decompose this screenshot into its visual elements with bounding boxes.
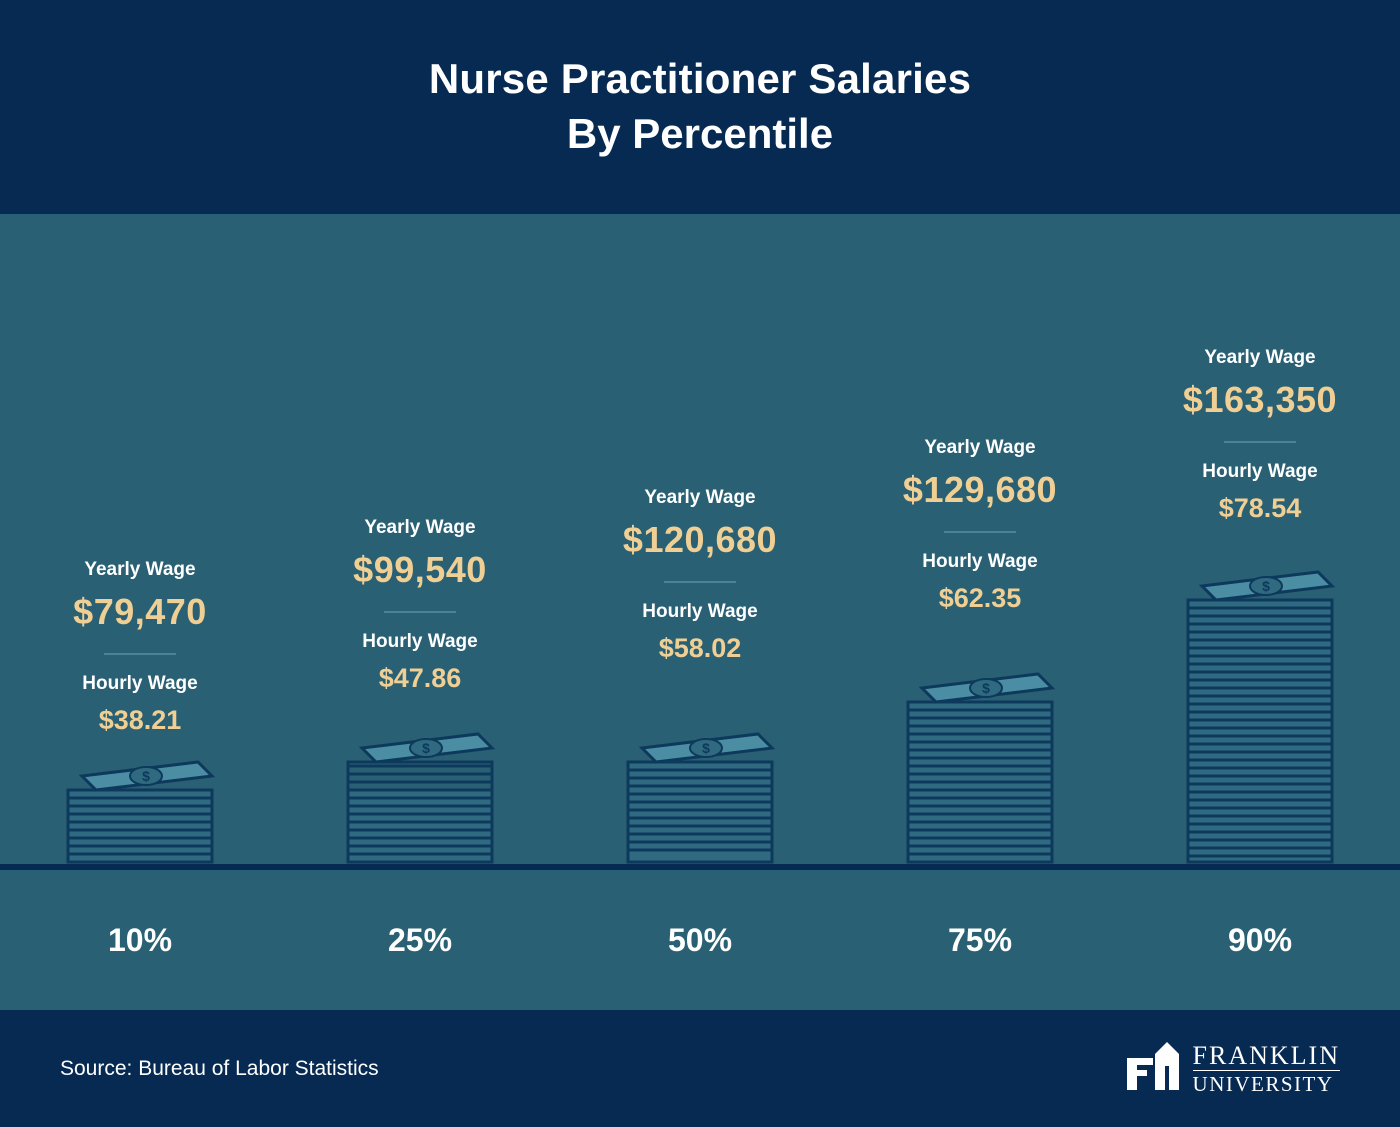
bar-labels-75 (903, 437, 1057, 614)
yearly-wage-caption: Yearly Wage (644, 487, 756, 508)
money-stack-icon (340, 704, 500, 864)
bar-column-25 (280, 214, 560, 864)
yearly-wage-value: $163,350 (1182, 379, 1338, 420)
svg-text:$: $ (142, 768, 150, 784)
yearly-wage-value: $79,470 (73, 591, 207, 632)
axis-label-25: 25% (387, 921, 453, 958)
label-divider (384, 611, 456, 613)
yearly-wage-value: $99,540 (353, 549, 487, 590)
money-stack-icon (620, 674, 780, 864)
bar-columns (0, 214, 1400, 864)
footer (0, 1010, 1400, 1127)
money-stack-icon (900, 624, 1060, 864)
yearly-wage-caption: Yearly Wage (364, 517, 476, 538)
hourly-wage-caption: Hourly Wage (642, 601, 758, 622)
svg-text:$: $ (422, 740, 430, 756)
axis-label-75: 75% (947, 921, 1013, 958)
axis-label-90: 90% (1227, 921, 1293, 958)
bar-labels-50 (623, 487, 777, 664)
hourly-wage-value: $38.21 (98, 705, 182, 735)
logo-name: FRANKLIN (1192, 1041, 1340, 1071)
hourly-wage-group (642, 601, 757, 664)
yearly-wage-caption: Yearly Wage (84, 559, 196, 580)
hourly-wage-value: $62.35 (938, 583, 1022, 613)
logo-sub: UNIVERSITY (1193, 1070, 1340, 1095)
hourly-wage-group (922, 551, 1037, 614)
hourly-wage-caption: Hourly Wage (1202, 461, 1318, 482)
logo-wordmark (1193, 1042, 1340, 1094)
axis-baseline (0, 864, 1400, 870)
bar-column-90 (1120, 214, 1400, 864)
page-title: Nurse Practitioner Salaries (428, 55, 972, 103)
header (0, 0, 1400, 214)
hourly-wage-group (82, 673, 197, 736)
hourly-wage-value: $78.54 (1218, 493, 1302, 523)
money-stack-icon (1180, 534, 1340, 864)
hourly-wage-caption: Hourly Wage (362, 631, 478, 652)
hourly-wage-value: $47.86 (378, 663, 462, 693)
label-divider (664, 581, 736, 583)
hourly-wage-group (362, 631, 477, 694)
bar-column-10 (0, 214, 280, 864)
yearly-wage-caption: Yearly Wage (1204, 347, 1316, 368)
hourly-wage-caption: Hourly Wage (82, 673, 198, 694)
chart-area (0, 214, 1400, 870)
money-stack-icon (60, 746, 220, 864)
bar-column-75 (840, 214, 1120, 864)
bar-labels-10 (73, 559, 207, 736)
label-divider (944, 531, 1016, 533)
yearly-wage-caption: Yearly Wage (924, 437, 1036, 458)
axis-label-50: 50% (667, 921, 733, 958)
hourly-wage-value: $58.02 (658, 633, 742, 663)
svg-text:$: $ (702, 740, 710, 756)
bar-labels-90 (1183, 347, 1337, 524)
label-divider (1224, 441, 1296, 443)
yearly-wage-value: $120,680 (622, 519, 778, 560)
svg-text:$: $ (982, 680, 990, 696)
hourly-wage-group (1202, 461, 1317, 524)
bar-column-50 (560, 214, 840, 864)
x-axis-labels (0, 870, 1400, 1010)
svg-text:$: $ (1262, 578, 1270, 594)
label-divider (104, 653, 176, 655)
franklin-university-logo (1125, 1040, 1340, 1097)
yearly-wage-value: $129,680 (902, 469, 1058, 510)
franklin-mark-icon (1125, 1040, 1181, 1097)
bar-labels-25 (353, 517, 487, 694)
axis-label-10: 10% (107, 921, 173, 958)
page-subtitle: By Percentile (566, 110, 834, 157)
hourly-wage-caption: Hourly Wage (922, 551, 1038, 572)
source-note: Source: Bureau of Labor Statistics (60, 1056, 379, 1080)
